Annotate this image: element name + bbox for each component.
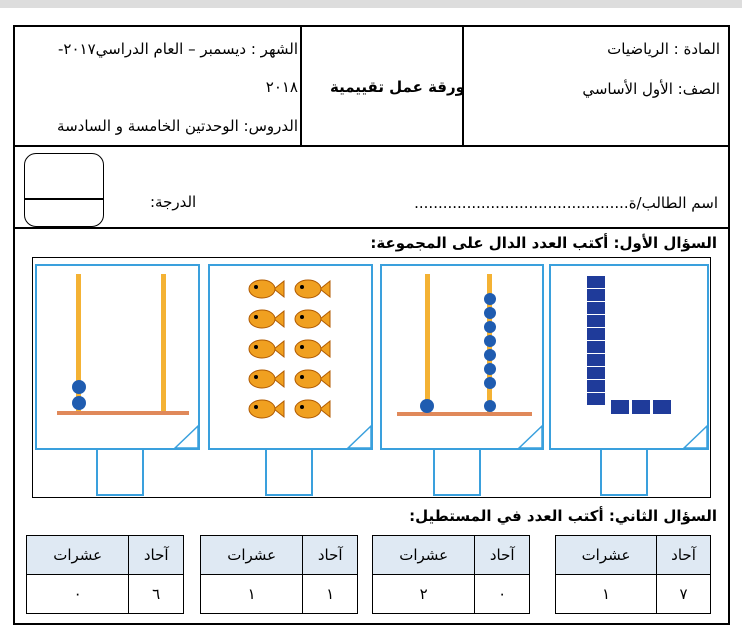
fish-group-icon bbox=[210, 266, 371, 448]
unit-block bbox=[611, 400, 629, 414]
tens-header: عشرات bbox=[27, 536, 129, 575]
base-ten-blocks-icon bbox=[551, 266, 707, 448]
score-box-divider bbox=[25, 198, 103, 200]
score-label: الدرجة: bbox=[150, 193, 197, 211]
ten-rod-block bbox=[587, 341, 605, 353]
place-value-table-2 bbox=[372, 535, 530, 614]
ones-header: آحاد bbox=[657, 536, 711, 575]
q1-answer-box-2[interactable] bbox=[265, 448, 313, 496]
student-bottom-line bbox=[15, 227, 728, 229]
ones-header: آحاد bbox=[129, 536, 184, 575]
tens-value: ١ bbox=[201, 575, 303, 614]
score-box[interactable] bbox=[24, 153, 104, 227]
ones-value: ٦ bbox=[129, 575, 184, 614]
ones-header: آحاد bbox=[303, 536, 358, 575]
question2-title: السؤال الثاني: أكتب العدد في المستطيل: bbox=[409, 507, 717, 525]
q1-card-fish-10 bbox=[208, 264, 373, 450]
student-name-field[interactable]: اسم الطالب/ة............................................. bbox=[414, 194, 718, 212]
fish-icon bbox=[295, 400, 330, 418]
ten-rod-block bbox=[587, 367, 605, 379]
ten-rod-block bbox=[587, 302, 605, 314]
ones-header: آحاد bbox=[475, 536, 530, 575]
q1-card-abacus-2 bbox=[35, 264, 200, 450]
q1-card-blocks-13 bbox=[549, 264, 709, 450]
tens-header: عشرات bbox=[556, 536, 657, 575]
header-divider-left bbox=[300, 27, 302, 147]
ones-value: ١ bbox=[303, 575, 358, 614]
lessons-label: الدروس: الوحدتين الخامسة و السادسة bbox=[57, 117, 298, 135]
ten-rod-block bbox=[587, 315, 605, 327]
fish-icon bbox=[295, 280, 330, 298]
unit-block bbox=[632, 400, 650, 414]
fish-icon bbox=[249, 370, 284, 388]
place-value-table-1 bbox=[555, 535, 711, 614]
tens-header: عشرات bbox=[373, 536, 475, 575]
fish-icon bbox=[249, 340, 284, 358]
q1-answer-box-1[interactable] bbox=[96, 448, 144, 496]
fish-icon bbox=[295, 370, 330, 388]
top-bar bbox=[0, 0, 742, 8]
ten-rod-block bbox=[587, 328, 605, 340]
abacus-icon bbox=[37, 266, 198, 448]
ten-rod-block bbox=[587, 276, 605, 288]
place-value-table-3 bbox=[200, 535, 358, 614]
unit-block bbox=[653, 400, 671, 414]
tens-value: ١ bbox=[556, 575, 657, 614]
fish-icon bbox=[249, 400, 284, 418]
grade-level-label: الصف: الأول الأساسي bbox=[582, 80, 720, 98]
tens-header: عشرات bbox=[201, 536, 303, 575]
question1-title: السؤال الأول: أكتب العدد الدال على المجموعة: bbox=[370, 234, 717, 252]
ten-rod-block bbox=[587, 393, 605, 405]
month-year-line2: ٢٠١٨ bbox=[265, 78, 298, 96]
ten-rod-block bbox=[587, 289, 605, 301]
header-bottom-line bbox=[15, 145, 728, 147]
tens-value: ٠ bbox=[27, 575, 129, 614]
ten-rod-block bbox=[587, 354, 605, 366]
tens-value: ٢ bbox=[373, 575, 475, 614]
fish-icon bbox=[249, 280, 284, 298]
fish-icon bbox=[295, 340, 330, 358]
q1-answer-box-4[interactable] bbox=[600, 448, 648, 496]
q1-answer-box-3[interactable] bbox=[433, 448, 481, 496]
sheet-title: ورقة عمل تقييمية bbox=[330, 78, 465, 96]
ones-value: ٧ bbox=[657, 575, 711, 614]
place-value-table-4 bbox=[26, 535, 184, 614]
ten-rod-block bbox=[587, 380, 605, 392]
fish-icon bbox=[249, 310, 284, 328]
abacus-icon bbox=[382, 266, 542, 448]
month-year-line1: الشهر : ديسمبر – العام الدراسي٢٠١٧- bbox=[58, 40, 298, 58]
ones-value: ٠ bbox=[475, 575, 530, 614]
q1-card-abacus-18 bbox=[380, 264, 544, 450]
subject-label: المادة : الرياضيات bbox=[607, 40, 720, 58]
fish-icon bbox=[295, 310, 330, 328]
